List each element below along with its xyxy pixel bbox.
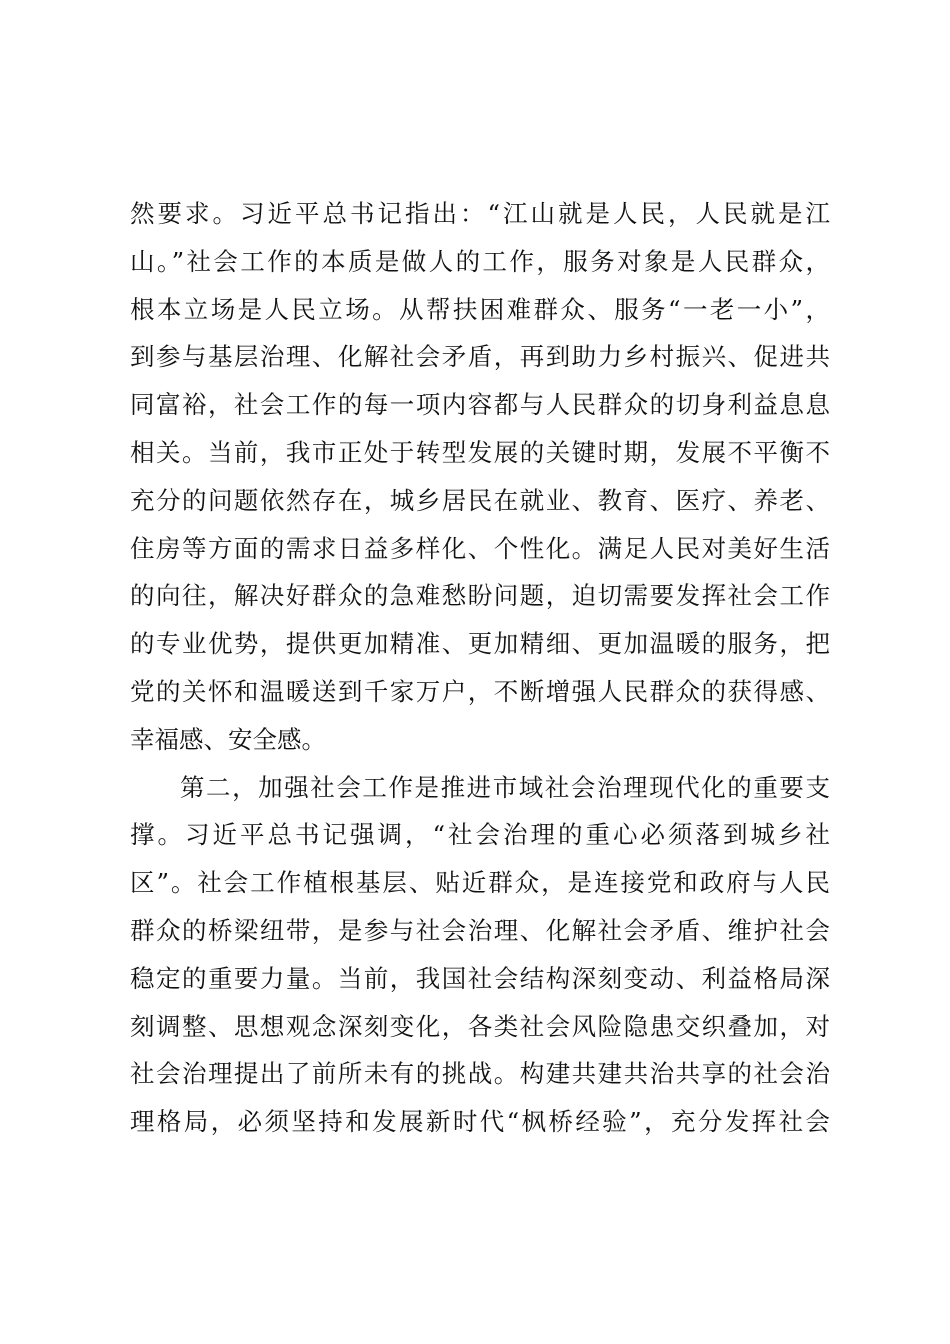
text-line: 住房等方面的需求日益多样化、个性化。满足人民对美好生活 — [130, 533, 830, 563]
text-line: 撑。习近平总书记强调，“社会治理的重心必须落到城乡社 — [130, 820, 830, 850]
text-line: 幸福感、安全感。 — [130, 724, 326, 754]
text-line: 到参与基层治理、化解社会矛盾，再到助力乡村振兴、促进共 — [130, 342, 830, 372]
text-line: 同富裕，社会工作的每一项内容都与人民群众的切身利益息息 — [130, 390, 830, 420]
text-line: 社会治理提出了前所未有的挑战。构建共建共治共享的社会治 — [130, 1059, 830, 1089]
text-line: 然要求。习近平总书记指出：“江山就是人民，人民就是江 — [130, 199, 830, 228]
text-line: 稳定的重要力量。当前，我国社会结构深刻变动、利益格局深 — [130, 963, 830, 993]
text-line: 相关。当前，我市正处于转型发展的关键时期，发展不平衡不 — [130, 437, 830, 467]
text-line: 群众的桥梁纽带，是参与社会治理、化解社会矛盾、维护社会 — [130, 915, 830, 945]
paragraph-2 — [130, 764, 830, 1146]
text-line: 党的关怀和温暖送到千家万户，不断增强人民群众的获得感、 — [130, 676, 830, 706]
text-line: 刻调整、思想观念深刻变化，各类社会风险隐患交织叠加，对 — [130, 1011, 830, 1041]
text-line: 充分的问题依然存在，城乡居民在就业、教育、医疗、养老、 — [130, 485, 830, 515]
text-line: 根本立场是人民立场。从帮扶困难群众、服务“一老一小”， — [130, 294, 830, 324]
text-line: 理格局，必须坚持和发展新时代“枫桥经验”，充分发挥社会 — [130, 1107, 830, 1137]
text-line: 的向往，解决好群众的急难愁盼问题，迫切需要发挥社会工作 — [130, 581, 830, 611]
text-line: 的专业优势，提供更加精准、更加精细、更加温暖的服务，把 — [130, 629, 830, 659]
body-text — [130, 190, 830, 1146]
text-line: 第二，加强社会工作是推进市域社会治理现代化的重要支 — [180, 772, 830, 802]
text-line: 山。”社会工作的本质是做人的工作，服务对象是人民群众， — [130, 246, 830, 276]
paragraph-1 — [130, 190, 830, 764]
text-line: 区”。社会工作植根基层、贴近群众，是连接党和政府与人民 — [130, 868, 830, 898]
